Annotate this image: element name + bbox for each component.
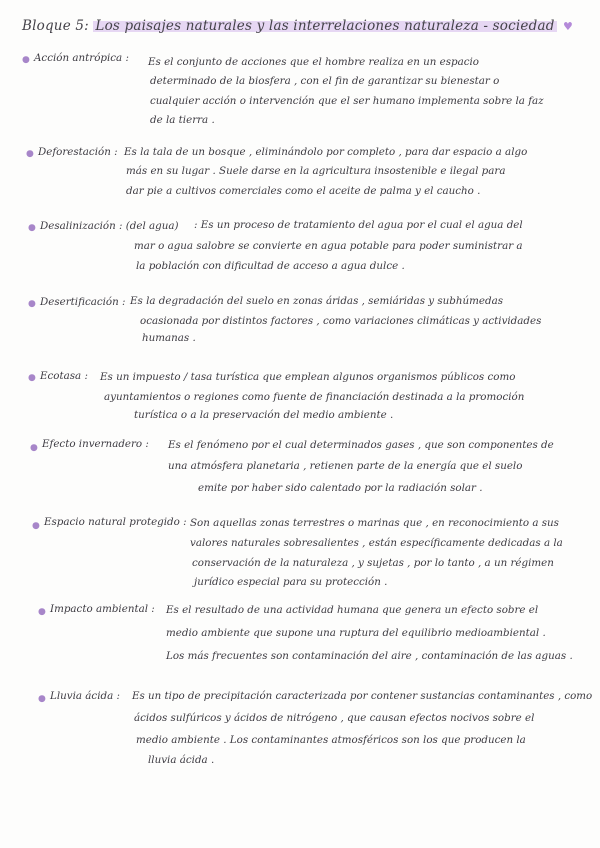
bullet-icon: ● <box>28 373 36 383</box>
entry-term: Lluvia ácida : <box>50 690 120 702</box>
entry-term: Desalinización : (del agua) <box>40 220 179 232</box>
entry-line: medio ambiente que supone una ruptura del equilibrio medioambiental . <box>166 627 546 639</box>
bullet-icon: ● <box>26 149 34 159</box>
entry-line: más en su lugar . Suele darse en la agricultura insostenible e ilegal para <box>126 165 506 177</box>
entry-line: determinado de la biosfera , con el fin de garantizar su bienestar o <box>150 75 500 87</box>
entry-line: dar pie a cultivos comerciales como el aceite de palma y el caucho . <box>126 185 481 197</box>
entry-line: Es el fenómeno por el cual determinados gases , que son componentes de <box>168 439 554 451</box>
bullet-icon: ● <box>30 443 38 453</box>
entry-line: emite por haber sido calentado por la radiación solar . <box>198 482 483 494</box>
entry-line: Es el resultado de una actividad humana que genera un efecto sobre el <box>166 604 539 616</box>
entry-line: ayuntamientos o regiones como fuente de financiación destinada a la promoción <box>104 391 525 403</box>
title-prefix: Bloque 5: <box>22 18 89 34</box>
title-highlight: Los paisajes naturales y las interrelaciones naturaleza - sociedad <box>95 18 555 34</box>
entry-line: cualquier acción o intervención que el ser humano implementa sobre la faz <box>150 95 544 107</box>
entry-term: Desertificación : <box>40 296 126 308</box>
entry-line: conservación de la naturaleza , y sujetas , por lo tanto , a un régimen <box>192 557 554 569</box>
page-title <box>22 18 582 34</box>
entry-line: : Es un proceso de tratamiento del agua por el cual el agua del <box>194 219 523 231</box>
entry-term: Impacto ambiental : <box>50 603 155 615</box>
bullet-icon: ● <box>38 607 46 617</box>
entry-line: de la tierra . <box>150 114 215 126</box>
entry-term: Espacio natural protegido : <box>44 516 187 528</box>
entry-term: Ecotasa : <box>40 370 88 382</box>
entry-line: ocasionada por distintos factores , como variaciones climáticas y actividades <box>140 315 542 327</box>
entry-term: Efecto invernadero : <box>42 438 149 450</box>
entry-line: Es un tipo de precipitación caracterizada por contener sustancias contaminantes , como <box>132 690 593 702</box>
entry-line: Es el conjunto de acciones que el hombre realiza en un espacio <box>148 56 480 68</box>
entry-line: medio ambiente . Los contaminantes atmosféricos son los que producen la <box>136 734 526 746</box>
bullet-icon: ● <box>28 299 36 309</box>
entry-line: humanas . <box>142 332 196 344</box>
entry-term: Deforestación : <box>38 146 118 158</box>
entry-line: la población con dificultad de acceso a agua dulce . <box>136 260 405 272</box>
entry-line: una atmósfera planetaria , retienen parte de la energía que el suelo <box>168 460 523 472</box>
entry-line: Es un impuesto / tasa turística que emplean algunos organismos públicos como <box>100 371 516 383</box>
bullet-icon: ● <box>22 55 30 65</box>
entry-line: valores naturales sobresalientes , están específicamente dedicadas a la <box>190 537 563 549</box>
entry-line: jurídico especial para su protección . <box>194 576 388 588</box>
bullet-icon: ● <box>38 694 46 704</box>
entry-term: Acción antrópica : <box>34 52 129 64</box>
entry-line: ácidos sulfúricos y ácidos de nitrógeno , que causan efectos nocivos sobre el <box>134 712 535 724</box>
entry-line: Son aquellas zonas terrestres o marinas que , en reconocimiento a sus <box>190 517 559 529</box>
entry-line: mar o agua salobre se convierte en agua potable para poder suministrar a <box>134 240 523 252</box>
entry-line: Los más frecuentes son contaminación del aire , contaminación de las aguas . <box>166 650 573 662</box>
bullet-icon: ● <box>28 223 36 233</box>
entry-line: Es la degradación del suelo en zonas áridas , semiáridas y subhúmedas <box>130 295 503 307</box>
entry-line: turística o a la preservación del medio ambiente . <box>134 409 394 421</box>
entry-line: lluvia ácida . <box>148 754 215 766</box>
bullet-icon: ● <box>32 521 40 531</box>
heart-icon: ♥ <box>563 20 574 33</box>
entry-line: Es la tala de un bosque , eliminándolo por completo , para dar espacio a algo <box>124 146 528 158</box>
